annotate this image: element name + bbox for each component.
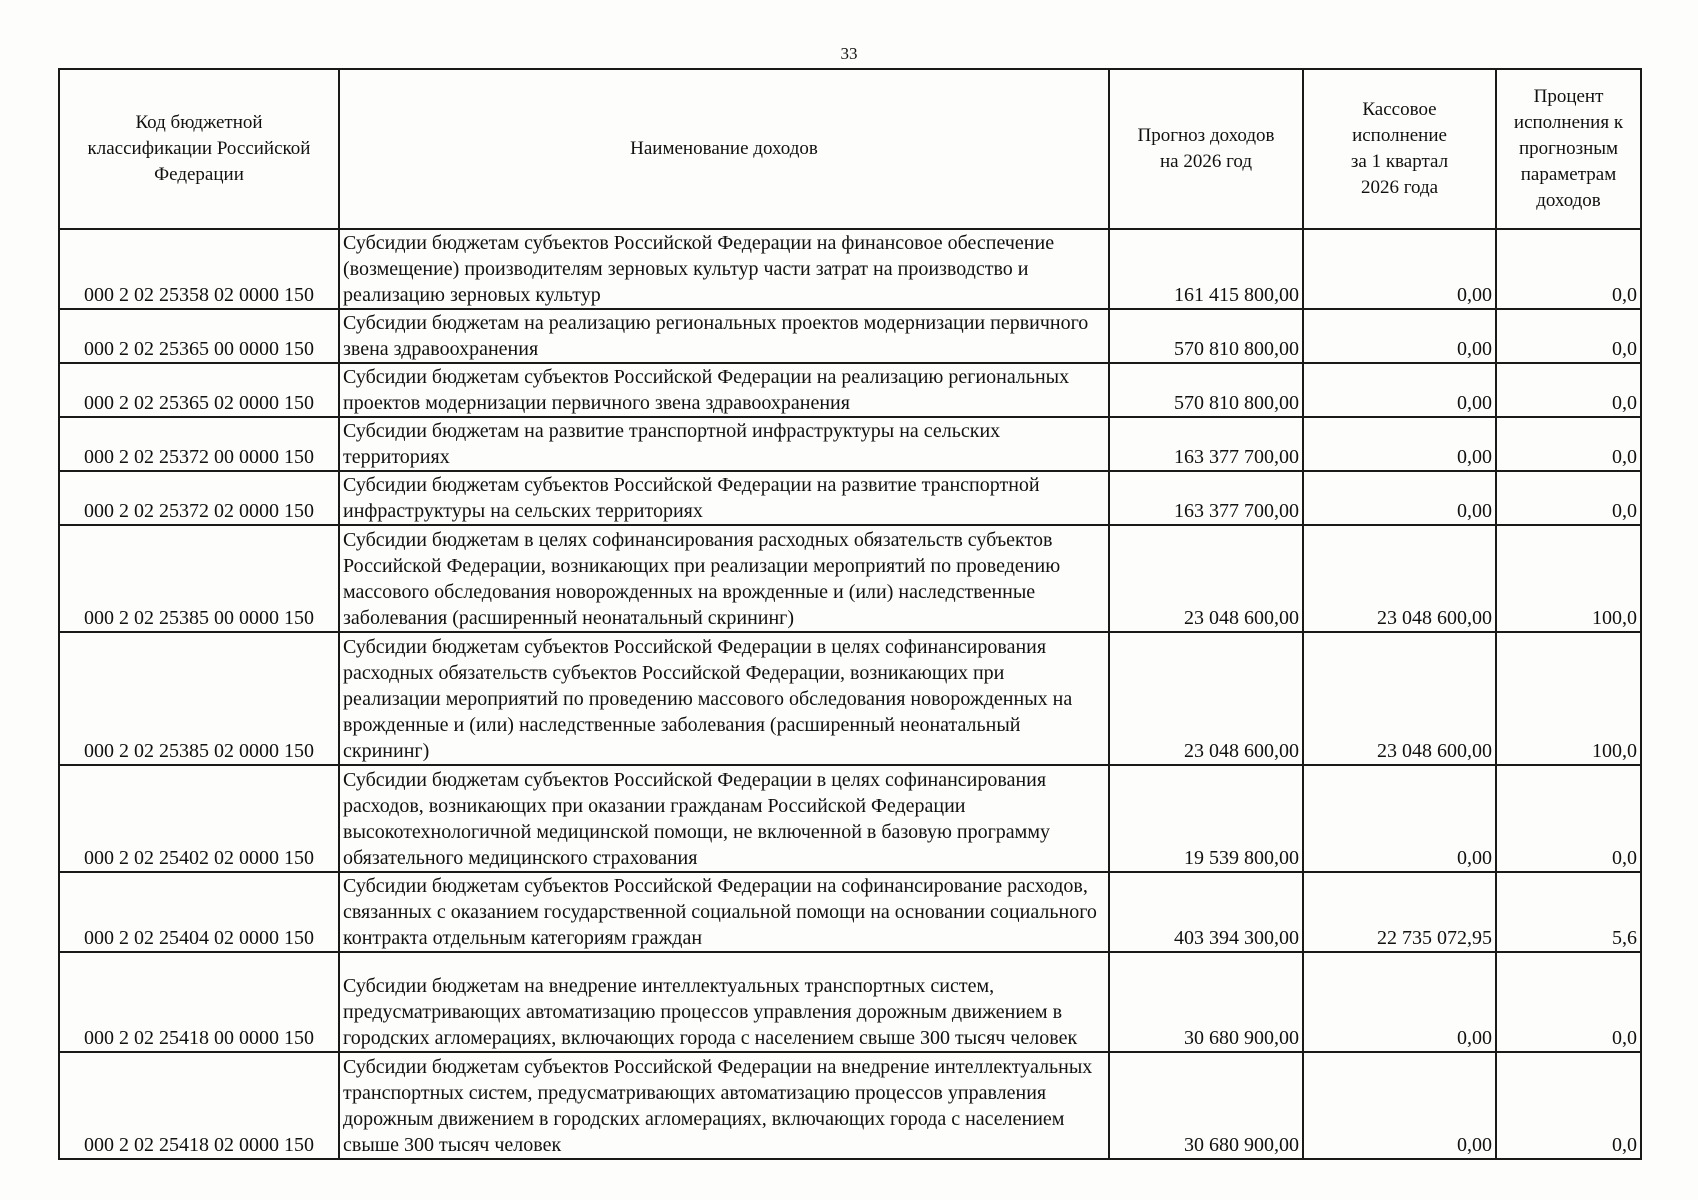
cell-percent: 0,0 bbox=[1496, 1052, 1641, 1159]
table-row bbox=[59, 471, 1641, 525]
cell-code: 000 2 02 25365 00 0000 150 bbox=[59, 309, 339, 363]
cell-executed: 0,00 bbox=[1303, 229, 1496, 309]
cell-percent: 0,0 bbox=[1496, 471, 1641, 525]
cell-forecast: 23 048 600,00 bbox=[1109, 632, 1303, 765]
cell-name: Субсидии бюджетам субъектов Российской Федерации на реализацию региональных проектов модернизации первичного звена здравоохранения bbox=[339, 363, 1109, 417]
revenue-table bbox=[58, 68, 1642, 1160]
cell-code: 000 2 02 25365 02 0000 150 bbox=[59, 363, 339, 417]
cell-forecast: 570 810 800,00 bbox=[1109, 363, 1303, 417]
cell-name: Субсидии бюджетам субъектов Российской Федерации на финансовое обеспечение (возмещение) производителям зерновых культур части затрат на производство и реализацию зерновых культур bbox=[339, 229, 1109, 309]
cell-code: 000 2 02 25418 02 0000 150 bbox=[59, 1052, 339, 1159]
cell-executed: 0,00 bbox=[1303, 1052, 1496, 1159]
table-row bbox=[59, 1052, 1641, 1159]
cell-name: Субсидии бюджетам на внедрение интеллектуальных транспортных систем, предусматривающих автоматизацию процессов управления дорожным движением в городских агломерациях, включающих города с населением свыше 300 тысяч человек bbox=[339, 952, 1109, 1052]
cell-percent: 0,0 bbox=[1496, 363, 1641, 417]
cell-forecast: 30 680 900,00 bbox=[1109, 1052, 1303, 1159]
cell-percent: 0,0 bbox=[1496, 417, 1641, 471]
table-row bbox=[59, 632, 1641, 765]
table-row bbox=[59, 229, 1641, 309]
cell-percent: 0,0 bbox=[1496, 309, 1641, 363]
header-code: Код бюджетной классификации Российской Федерации bbox=[59, 69, 339, 229]
cell-forecast: 163 377 700,00 bbox=[1109, 417, 1303, 471]
table-row bbox=[59, 765, 1641, 872]
cell-executed: 22 735 072,95 bbox=[1303, 872, 1496, 952]
cell-code: 000 2 02 25372 02 0000 150 bbox=[59, 471, 339, 525]
cell-code: 000 2 02 25372 00 0000 150 bbox=[59, 417, 339, 471]
cell-forecast: 403 394 300,00 bbox=[1109, 872, 1303, 952]
cell-code: 000 2 02 25402 02 0000 150 bbox=[59, 765, 339, 872]
table-row bbox=[59, 952, 1641, 1052]
cell-code: 000 2 02 25418 00 0000 150 bbox=[59, 952, 339, 1052]
table-row bbox=[59, 309, 1641, 363]
cell-name: Субсидии бюджетам субъектов Российской Федерации в целях софинансирования расходных обязательств субъектов Российской Федерации, возникающих при реализации мероприятий по проведению массового обследования новорожденных на врожденные и (или) наследственные заболевания (расширенный неонатальный скрининг) bbox=[339, 632, 1109, 765]
cell-executed: 23 048 600,00 bbox=[1303, 525, 1496, 632]
cell-forecast: 19 539 800,00 bbox=[1109, 765, 1303, 872]
cell-name: Субсидии бюджетам субъектов Российской Федерации на софинансирование расходов, связанных с оказанием государственной социальной помощи на основании социального контракта отдельным категориям граждан bbox=[339, 872, 1109, 952]
header-executed: Кассовое исполнение за 1 квартал 2026 года bbox=[1303, 69, 1496, 229]
cell-percent: 0,0 bbox=[1496, 229, 1641, 309]
cell-name: Субсидии бюджетам на реализацию региональных проектов модернизации первичного звена здравоохранения bbox=[339, 309, 1109, 363]
cell-executed: 0,00 bbox=[1303, 765, 1496, 872]
cell-executed: 0,00 bbox=[1303, 471, 1496, 525]
cell-name: Субсидии бюджетам в целях софинансирования расходных обязательств субъектов Российской Федерации, возникающих при реализации мероприятий по проведению массового обследования новорожденных на врожденные и (или) наследственные заболевания (расширенный неонатальный скрининг) bbox=[339, 525, 1109, 632]
cell-percent: 100,0 bbox=[1496, 632, 1641, 765]
cell-name: Субсидии бюджетам субъектов Российской Федерации в целях софинансирования расходов, возникающих при оказании гражданам Российской Федерации высокотехнологичной медицинской помощи, не включенной в базовую программу обязательного медицинского страхования bbox=[339, 765, 1109, 872]
cell-executed: 0,00 bbox=[1303, 309, 1496, 363]
table-row bbox=[59, 363, 1641, 417]
header-name: Наименование доходов bbox=[339, 69, 1109, 229]
cell-name: Субсидии бюджетам субъектов Российской Федерации на внедрение интеллектуальных транспортных систем, предусматривающих автоматизацию процессов управления дорожным движением в городских агломерациях, включающих города с населением свыше 300 тысяч человек bbox=[339, 1052, 1109, 1159]
cell-executed: 0,00 bbox=[1303, 363, 1496, 417]
header-percent: Процент исполнения к прогнозным параметрам доходов bbox=[1496, 69, 1641, 229]
table-row bbox=[59, 872, 1641, 952]
page-number: 33 bbox=[840, 44, 858, 63]
cell-forecast: 161 415 800,00 bbox=[1109, 229, 1303, 309]
cell-code: 000 2 02 25358 02 0000 150 bbox=[59, 229, 339, 309]
table-row bbox=[59, 417, 1641, 471]
cell-code: 000 2 02 25385 02 0000 150 bbox=[59, 632, 339, 765]
table-row bbox=[59, 525, 1641, 632]
cell-percent: 0,0 bbox=[1496, 765, 1641, 872]
cell-percent: 0,0 bbox=[1496, 952, 1641, 1052]
cell-forecast: 570 810 800,00 bbox=[1109, 309, 1303, 363]
cell-forecast: 23 048 600,00 bbox=[1109, 525, 1303, 632]
cell-forecast: 163 377 700,00 bbox=[1109, 471, 1303, 525]
cell-percent: 100,0 bbox=[1496, 525, 1641, 632]
cell-code: 000 2 02 25404 02 0000 150 bbox=[59, 872, 339, 952]
table-header-row bbox=[59, 69, 1641, 229]
cell-executed: 0,00 bbox=[1303, 417, 1496, 471]
cell-percent: 5,6 bbox=[1496, 872, 1641, 952]
cell-executed: 23 048 600,00 bbox=[1303, 632, 1496, 765]
cell-code: 000 2 02 25385 00 0000 150 bbox=[59, 525, 339, 632]
cell-executed: 0,00 bbox=[1303, 952, 1496, 1052]
cell-name: Субсидии бюджетам на развитие транспортной инфраструктуры на сельских территориях bbox=[339, 417, 1109, 471]
header-forecast: Прогноз доходов на 2026 год bbox=[1109, 69, 1303, 229]
cell-name: Субсидии бюджетам субъектов Российской Федерации на развитие транспортной инфраструктуры на сельских территориях bbox=[339, 471, 1109, 525]
cell-forecast: 30 680 900,00 bbox=[1109, 952, 1303, 1052]
